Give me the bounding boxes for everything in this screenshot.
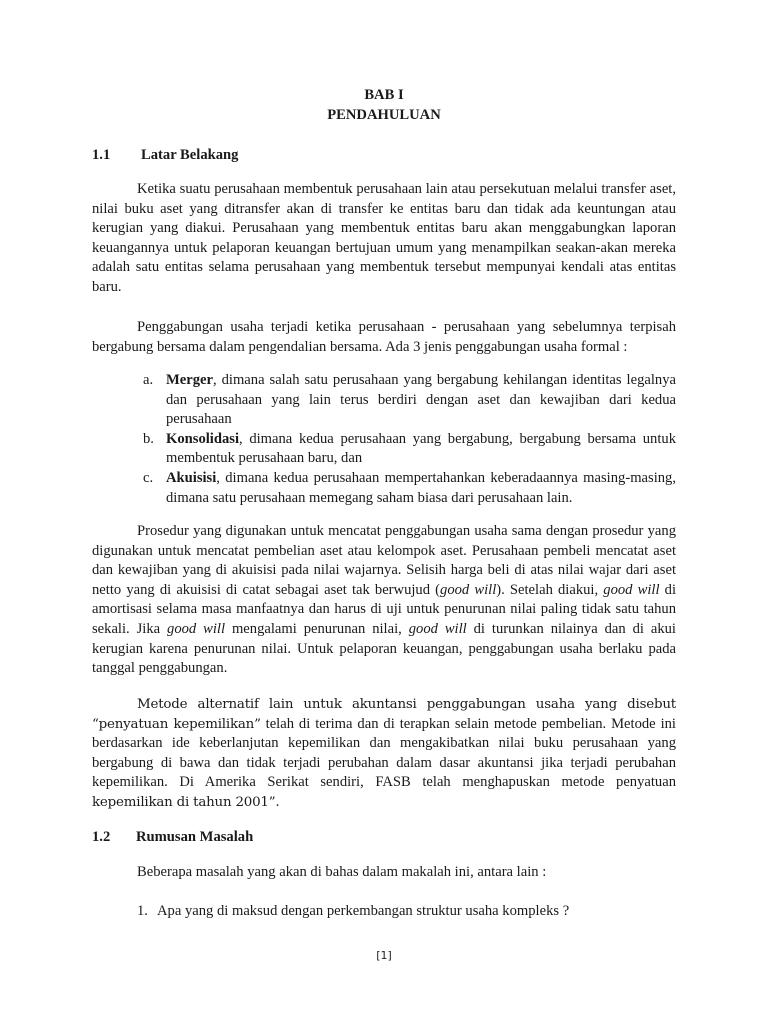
list-term: Merger xyxy=(166,372,213,388)
question-item xyxy=(137,902,569,922)
list-text: , dimana kedua perusahaan mempertahankan keberadaannya masing-masing, dimana satu perusahaan memegang saham biasa dari perusahaan lain. xyxy=(166,469,676,506)
text-run: telah di terima dan di terapkan selain metode pembelian. Metode ini berdasarkan ide keberlanjutan kepemilikan dan mengakibatkan nilai buku perusahaan yang bergabung di bawa dan tidak terjadi perubahan dalam dasar akuntansi jika terjadi perubahan kepemilikan. Di Amerika Serikat sendiri, FASB telah menghapuskan metode penyatuan xyxy=(92,715,676,791)
list-item-akuisisi xyxy=(143,469,676,508)
list-item-merger xyxy=(143,371,676,430)
italic-term-good-will: good will xyxy=(167,620,226,637)
text-run: kepemilikan di tahun 2001”. xyxy=(92,794,280,810)
section-heading-rumusan-masalah xyxy=(92,828,253,848)
italic-term-good-will: good will xyxy=(603,581,660,598)
page-number: [1] xyxy=(376,949,392,962)
italic-term-good-will: good will xyxy=(408,620,467,637)
text-run: ). Setelah diakui, xyxy=(496,581,604,598)
section-number: 1.2 xyxy=(92,829,111,845)
list-marker: b. xyxy=(143,430,154,447)
text-run: Metode alternatif lain untuk akuntansi penggabungan usaha yang disebut “penyatuan kepemilikan” xyxy=(92,697,676,732)
chapter-title: PENDAHULUAN xyxy=(327,107,441,123)
list-item-konsolidasi xyxy=(143,430,676,469)
list-text: , dimana kedua perusahaan yang bergabung, bergabung bersama untuk membentuk perusahaan baru, dan xyxy=(166,430,676,467)
rumusan-intro: Beberapa masalah yang akan di bahas dalam makalah ini, antara lain : xyxy=(137,864,547,880)
paragraph-metode-alternatif xyxy=(92,695,676,813)
combination-types-list xyxy=(143,371,676,508)
list-marker: c. xyxy=(143,469,154,486)
list-term: Akuisisi xyxy=(166,469,217,486)
paragraph-prosedur xyxy=(92,522,676,679)
section-title: Latar Belakang xyxy=(141,147,239,163)
text-run: di turunkan nilainya dan di akui kerugian karena penurunan nilai. Untuk pelaporan keuangan, penggabungan usaha berlaku pada tanggal penggabungan. xyxy=(92,620,676,677)
paragraph-penggabungan-usaha: Penggabungan usaha terjadi ketika perusahaan - perusahaan yang sebelumnya terpisah bergabung bersama dalam pengendalian bersama. Ada 3 jenis penggabungan usaha formal : xyxy=(92,319,676,355)
list-text: , dimana salah satu perusahaan yang bergabung kehilangan identitas legalnya dan perusahaan yang lain terus berdiri dengan aset dan kewajiban dari kedua perusahaan xyxy=(166,372,676,428)
question-text: Apa yang di maksud dengan perkembangan struktur usaha kompleks ? xyxy=(157,903,570,919)
text-run: Prosedur yang digunakan untuk mencatat penggabungan usaha sama dengan prosedur yang digunakan untuk mencatat pembelian aset atau kelompok aset. Perusahaan pembeli mencatat aset dan kewajiban yang di akuisisi pada nilai wajarnya. Selisih harga beli di atas nilai wajar dari aset netto yang di akuisisi di catat sebagai aset tak berwujud ( xyxy=(92,523,676,598)
list-marker: a. xyxy=(143,372,154,388)
section-number: 1.1 xyxy=(92,147,111,163)
chapter-label: BAB I xyxy=(364,87,404,103)
text-run: mengalami penurunan nilai, xyxy=(225,620,409,637)
question-number: 1. xyxy=(137,903,148,919)
list-term: Konsolidasi xyxy=(166,430,239,447)
italic-term-good-will: good will xyxy=(440,581,497,598)
paragraph-transfer-aset: Ketika suatu perusahaan membentuk perusahaan lain atau persekutuan melalui transfer aset, nilai buku aset yang ditransfer akan di transfer ke entitas baru dan tidak ada keuntungan atau kerugian yang diakui. Perusahaan yang membentuk entitas baru akan menggabungkan laporan keuangannya untuk pelaporan keuangan bertujuan umum yang menampilkan seakan-akan mereka adalah satu entitas selama perusahaan yang membentuk tersebut mempunyai kendali atas entitas baru. xyxy=(92,181,676,295)
section-heading-latar-belakang xyxy=(92,146,238,166)
text-run: di amortisasi selama masa manfaatnya dan harus di uji untuk penurunan nilai paling tidak satu tahun sekali. Jika xyxy=(92,581,677,637)
section-title: Rumusan Masalah xyxy=(136,829,254,845)
